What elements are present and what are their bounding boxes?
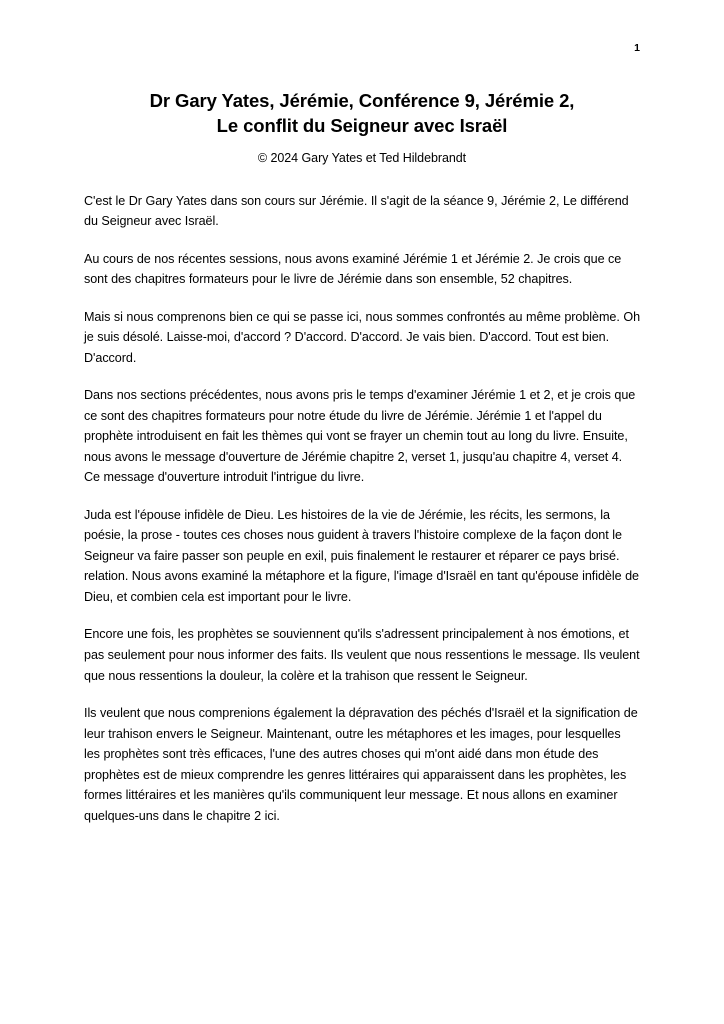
paragraph: Juda est l'épouse infidèle de Dieu. Les histoires de la vie de Jérémie, les récits, les sermons, la poésie, la prose - toutes ces choses nous guident à travers l'histoire complexe de la façon dont le Seigneur va faire passer son peuple en exil, puis finalement le restaurer et réparer ce pays brisé. relation. Nous avons examiné la métaphore et la figure, l'image d'Israël en tant qu'épouse infidèle de Dieu, et combien cela est important pour le livre. xyxy=(84,507,639,604)
paragraph: C'est le Dr Gary Yates dans son cours sur Jérémie. Il s'agit de la séance 9, Jérémie 2, Le différend du Seigneur avec Israël. xyxy=(84,193,629,229)
paragraph: Dans nos sections précédentes, nous avons pris le temps d'examiner Jérémie 1 et 2, et je crois que ce sont des chapitres formateurs pour notre étude du livre de Jérémie. Jérémie 1 et l'appel du prophète introduisent en fait les thèmes qui vont se frayer un chemin tout au long du livre. Ensuite, nous avons le message d'ouverture de Jérémie chapitre 2, verset 1, jusqu'au chapitre 4, verset 4. Ce message d'ouverture introduit l'intrigue du livre. xyxy=(84,388,636,485)
copyright-notice: © 2024 Gary Yates et Ted Hildebrandt xyxy=(257,150,467,165)
title-line-2: Le conflit du Seigneur avec Israël xyxy=(216,115,508,137)
document-body xyxy=(84,191,640,826)
page-number: 1 xyxy=(634,42,640,54)
paragraph: Au cours de nos récentes sessions, nous avons examiné Jérémie 1 et Jérémie 2. Je crois que ce sont des chapitres formateurs pour le livre de Jérémie dans son ensemble, 52 chapitres. xyxy=(84,251,622,287)
page-title xyxy=(84,88,640,138)
title-line-1: Dr Gary Yates, Jérémie, Conférence 9, Jérémie 2, xyxy=(149,90,575,111)
paragraph: Encore une fois, les prophètes se souviennent qu'ils s'adressent principalement à nos émotions, et pas seulement pour nous informer des faits. Ils veulent que nous ressentions le message. Ils veulent que nous ressentions la douleur, la colère et la trahison que ressent le Seigneur. xyxy=(84,627,640,683)
paragraph: Mais si nous comprenons bien ce qui se passe ici, nous sommes confrontés au même problème. Oh je suis désolé. Laisse-moi, d'accord ? D'accord. D'accord. Je vais bien. D'accord. Tout est bien. D'accord. xyxy=(84,309,641,365)
paragraph: Ils veulent que nous comprenions également la dépravation des péchés d'Israël et la signification de leur trahison envers le Seigneur. Maintenant, outre les métaphores et les images, pour lesquelles les prophètes sont très efficaces, l'une des autres choses qui m'ont aidé dans mon étude des prophètes est de mieux comprendre les genres littéraires qui apparaissent dans les prophètes, les formes littéraires et les manières qu'ils communiquent leur message. Et nous allons en examiner quelques-uns dans le chapitre 2 ici. xyxy=(84,706,638,823)
